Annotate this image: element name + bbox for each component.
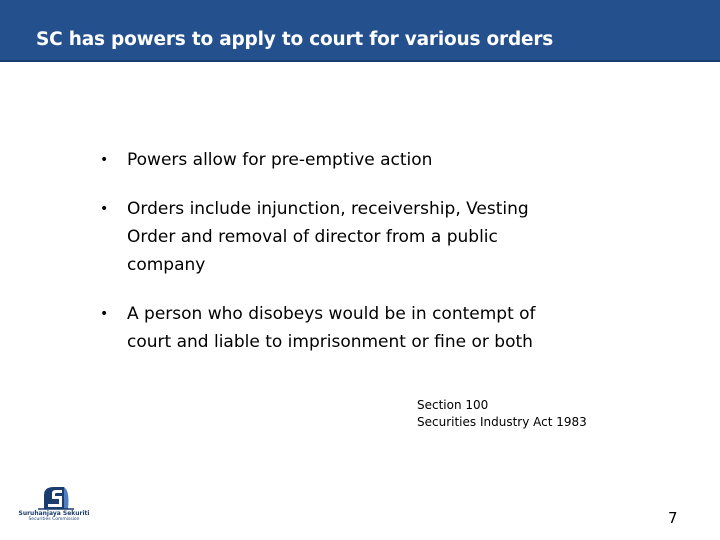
sc-logo [18, 485, 90, 525]
source-citation [417, 397, 587, 431]
source-line-section: Section 100 [417, 398, 489, 412]
slide-title: SC has powers to apply to court for various orders [36, 29, 554, 50]
bullet-text: Powers allow for pre-emptive action [127, 150, 433, 170]
bullet-item [100, 300, 580, 356]
bullet-dot-icon: • [100, 152, 109, 168]
page-number: 7 [668, 509, 678, 527]
bullet-dot-icon: • [100, 201, 109, 217]
sc-logo-icon [18, 485, 90, 511]
title-bar [0, 0, 720, 62]
logo-name: Suruhanjaya Sekuriti [18, 510, 90, 517]
bullet-text: A person who disobeys would be in contempt of court and liable to imprisonment or fine or both [127, 304, 536, 352]
bullet-list [100, 146, 580, 377]
bullet-text: Orders include injunction, receivership, Vesting Order and removal of director from a public company [127, 199, 529, 275]
bullet-item [100, 195, 580, 279]
logo-subtitle: Securities Commission [28, 517, 80, 522]
bullet-dot-icon: • [100, 306, 109, 322]
bullet-item [100, 146, 580, 174]
source-line-act: Securities Industry Act 1983 [417, 415, 587, 429]
